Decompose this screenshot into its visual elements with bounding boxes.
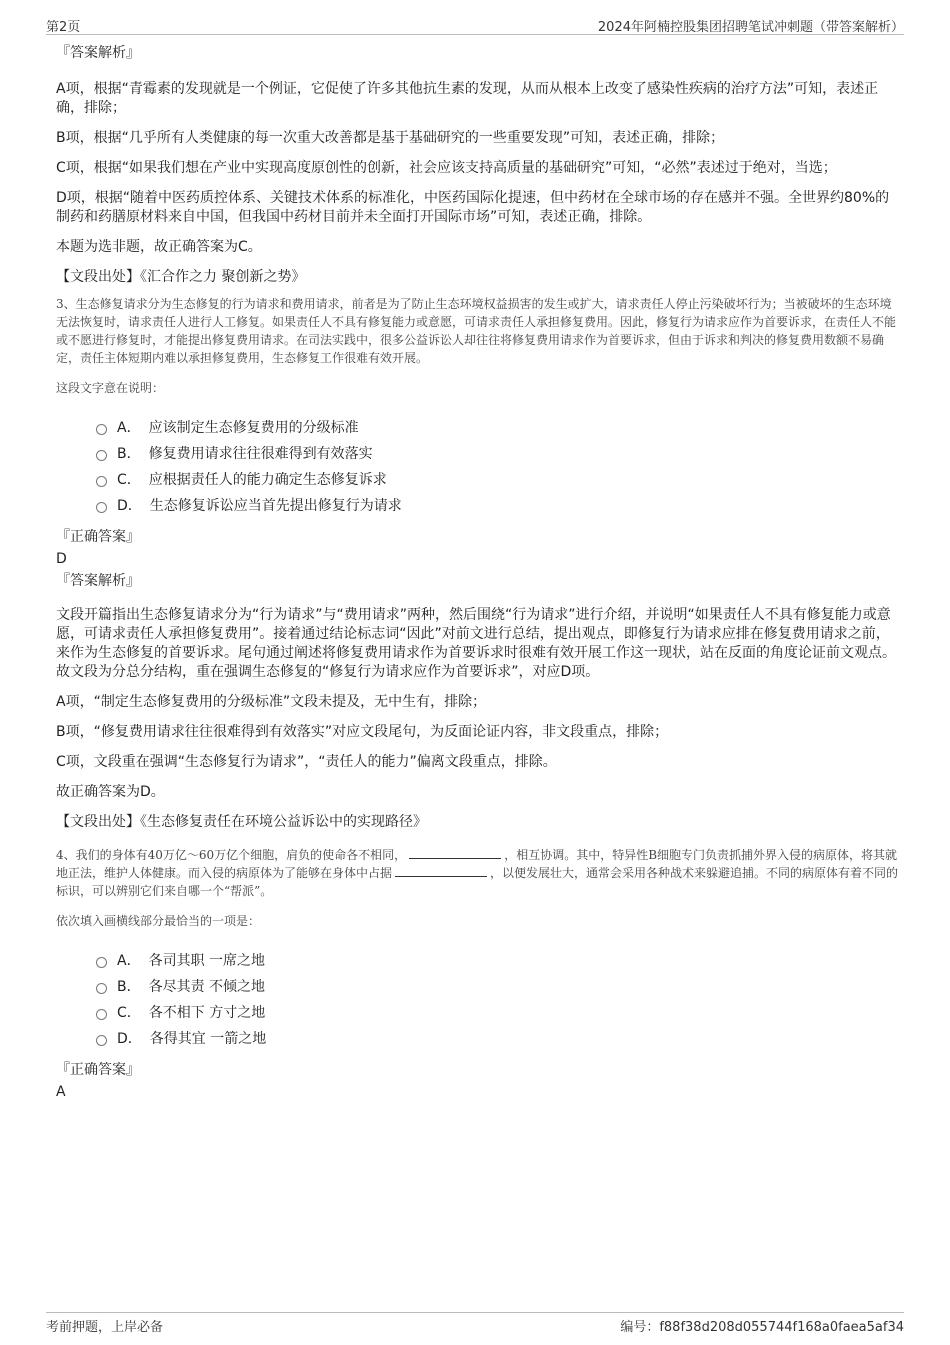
q4-answer: A — [56, 1084, 66, 1100]
q3-answer-heading: 『正确答案』 — [56, 529, 140, 545]
q3-conclusion: 故正确答案为D。 — [56, 784, 165, 800]
option-text: 修复费用请求往往很难得到有效落实 — [148, 446, 373, 462]
option-text: 应根据责任人的能力确定生态修复诉求 — [148, 472, 387, 488]
q3-analysis-paragraph: 文段开篇指出生态修复请求分为“行为请求”与“费用请求”两种，然后围绕“行为请求”进行介绍，并说明“如果责任人不具有修复能力或意愿，可请求责任人承担修复费用”。接着通过结论标志词“因此”对前文进行总结，提出观点，即修复行为请求应排在修复费用请求之前，来作为生态修复的首要诉求。尾句通过阐述将修复费用请求作为首要诉求时很难有效开展工作这一现状，站在反面的角度论证前文观点。故文段为分总分结构，重在强调生态修复的“修复行为请求应作为首要诉求”，对应D项。 — [56, 607, 896, 680]
q3-analysis-paragraph: B项，“修复费用请求往往很难得到有效落实”对应文段尾句，为反面论证内容，非文段重点，排除； — [56, 724, 669, 740]
footer-slogan: 考前押题，上岸必备 — [46, 1320, 164, 1335]
q2-conclusion: 本题为选非题，故正确答案为C。 — [56, 239, 262, 255]
option-text: 各司其职 一席之地 — [148, 953, 266, 969]
option-letter: B． — [117, 446, 141, 462]
option-letter: A． — [117, 420, 141, 436]
q4-answer-heading: 『正确答案』 — [56, 1062, 140, 1078]
q4-options — [96, 947, 901, 1051]
q4-option-d[interactable] — [96, 1025, 901, 1051]
q4-option-c[interactable] — [96, 999, 901, 1025]
radio-icon[interactable] — [96, 957, 107, 968]
page-footer — [46, 1312, 904, 1335]
radio-icon[interactable] — [96, 476, 107, 487]
q2-analysis-heading: 『答案解析』 — [56, 45, 140, 61]
option-letter: B． — [117, 979, 141, 995]
q3-option-a[interactable] — [96, 414, 901, 440]
radio-icon[interactable] — [96, 450, 107, 461]
option-letter: C． — [117, 1005, 141, 1021]
q3-answer: D — [56, 551, 67, 567]
q4-stem — [56, 846, 901, 900]
radio-icon[interactable] — [96, 983, 107, 994]
option-text: 生态修复诉讼应当首先提出修复行为请求 — [149, 498, 402, 514]
q3-source: 【文段出处】《生态修复责任在环境公益诉讼中的实现路径》 — [56, 814, 427, 830]
option-letter: D． — [117, 1031, 142, 1047]
q4-stem-part: ，以便发展壮大，通常会采用各种战术来躲避追捕。不同的病原体有着不同的标识，可以辨别它们来自哪一个“帮派”。 — [56, 866, 899, 898]
option-text: 各得其宜 一箭之地 — [149, 1031, 267, 1047]
q3-analysis-heading: 『答案解析』 — [56, 573, 140, 589]
option-letter: D． — [117, 498, 142, 514]
option-letter: C． — [117, 472, 141, 488]
q3-analysis-paragraph: C项，文段重在强调“生态修复行为请求”，“责任人的能力”偏离文段重点，排除。 — [56, 754, 557, 770]
option-letter: A． — [117, 953, 141, 969]
q3-option-c[interactable] — [96, 466, 901, 492]
document-title: 2024年阿楠控股集团招聘笔试冲刺题（带答案解析） — [597, 20, 904, 35]
q2-source: 【文段出处】《汇合作之力 聚创新之势》 — [56, 269, 306, 285]
q3-prompt: 这段文字意在说明： — [56, 381, 165, 395]
option-text: 应该制定生态修复费用的分级标准 — [148, 420, 359, 436]
q4-stem-part: 4、我们的身体有40万亿～60万亿个细胞，肩负的使命各不相同， — [56, 848, 407, 862]
q4-option-a[interactable] — [96, 947, 901, 973]
q2-analysis-paragraph: B项，根据“几乎所有人类健康的每一次重大改善都是基于基础研究的一些重要发现”可知，表述正确，排除； — [56, 130, 725, 146]
q2-analysis-paragraph: D项，根据“随着中医药质控体系、关键技术体系的标准化，中医药国际化提速，但中药材在全球市场的存在感并不强。全世界约80%的制药和药膳原材料来自中国，但我国中药材目前并未全面打开国际市场”可知，表述正确，排除。 — [56, 190, 890, 225]
q3-stem: 3、生态修复请求分为生态修复的行为请求和费用请求，前者是为了防止生态环境权益损害的发生或扩大，请求责任人停止污染破坏行为；当被破坏的生态环境无法恢复时，请求责任人进行人工修复。如果责任人不具有修复能力或意愿，可请求责任人承担修复费用。因此，修复行为请求应作为首要诉求，在责任人不能或不愿进行修复时，才能提出修复费用请求。在司法实践中，很多公益诉讼人却往往将修复费用请求作为首要诉求，但由于诉求和判决的修复费用数额不易确定，责任主体短期内难以承担修复费用，生态修复工作很难有效开展。 — [56, 297, 897, 365]
q3-options — [96, 414, 901, 518]
q4-prompt: 依次填入画横线部分最恰当的一项是： — [56, 914, 261, 928]
document-id: 编号：f88f38d208d055744f168a0faea5af34 — [620, 1320, 904, 1335]
radio-icon[interactable] — [96, 424, 107, 435]
radio-icon[interactable] — [96, 502, 107, 513]
radio-icon[interactable] — [96, 1009, 107, 1020]
q3-analysis-paragraph: A项，“制定生态修复费用的分级标准”文段未提及，无中生有，排除； — [56, 694, 487, 710]
q2-analysis-paragraph: C项，根据“如果我们想在产业中实现高度原创性的创新，社会应该支持高质量的基础研究”可知，“必然”表述过于绝对，当选； — [56, 160, 837, 176]
q3-option-d[interactable] — [96, 492, 901, 518]
q4-option-b[interactable] — [96, 973, 901, 999]
option-text: 各尽其责 不倾之地 — [148, 979, 266, 995]
fill-blank-2 — [395, 864, 487, 877]
page-header — [46, 14, 904, 35]
option-text: 各不相下 方寸之地 — [148, 1005, 266, 1021]
page-number: 第2页 — [46, 20, 81, 35]
q4-stem-part: ，相互协调。其中，特异性B细胞专门负责抓捕外界入侵的病原体，将其就地正法，维护人体健康。而入侵的病原体为了能够在身体中占据 — [56, 848, 898, 880]
q2-analysis-paragraph: A项，根据“青霉素的发现就是一个例证，它促使了许多其他抗生素的发现，从而从根本上改变了感染性疾病的治疗方法”可知，表述正确，排除； — [56, 81, 879, 116]
radio-icon[interactable] — [96, 1035, 107, 1046]
q3-option-b[interactable] — [96, 440, 901, 466]
fill-blank-1 — [409, 846, 501, 859]
page-content — [56, 44, 901, 1105]
